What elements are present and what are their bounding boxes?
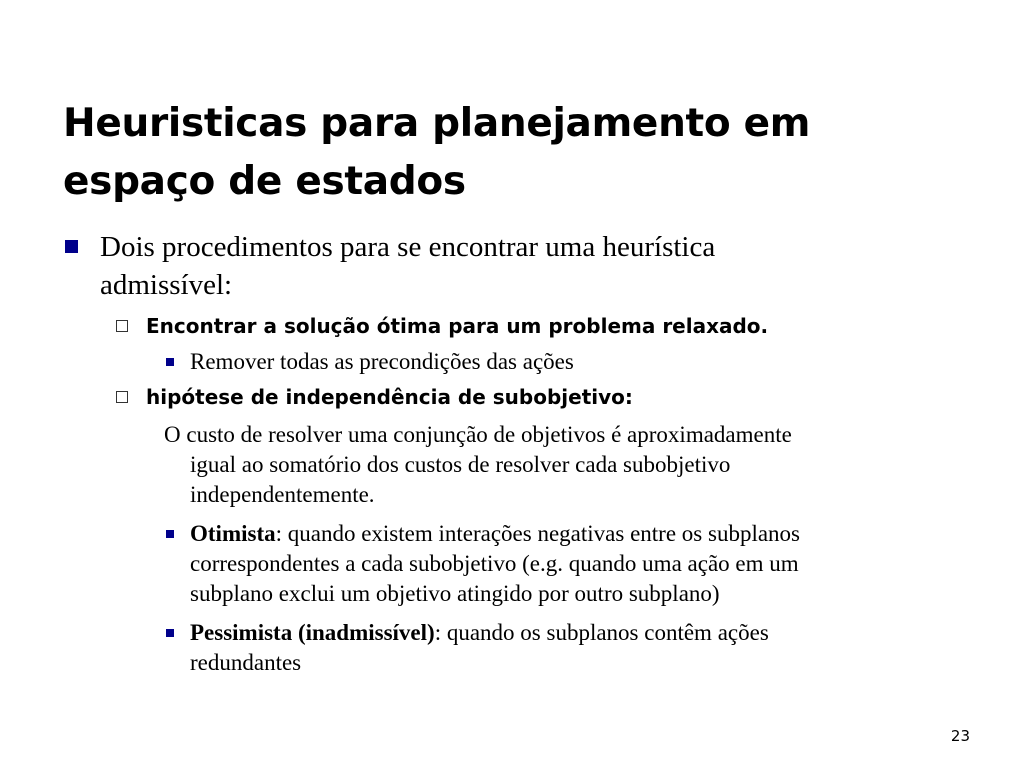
independence-explanation-line-3: independentemente. — [190, 482, 375, 507]
bullet-main-line-2: admissível: — [100, 269, 233, 301]
independence-explanation-line-2: igual ao somatório dos custos de resolver cada subobjetivo — [190, 452, 731, 477]
bullet-square-icon — [65, 240, 78, 253]
sub-bullet-relaxed-problem: Encontrar a solução ótima para um problema relaxado. — [146, 314, 769, 338]
otimista-line-1-rest: : quando existem interações negativas entre os subplanos — [275, 521, 800, 546]
pessimista-line-2: redundantes — [190, 650, 302, 675]
slide-title — [63, 95, 963, 211]
page-number: 23 — [950, 727, 970, 745]
sub-bullet-independence: hipótese de independência de subobjetivo: — [146, 385, 633, 409]
pessimista-line-1-rest: : quando os subplanos contêm ações — [434, 620, 769, 645]
slide-title-line-2: espaço de estados — [63, 159, 466, 204]
independence-explanation-line-1: O custo de resolver uma conjunção de objetivos é aproximadamente — [164, 422, 792, 447]
sub-item-remove-preconditions-text: Remover todas as precondições das ações — [190, 349, 574, 374]
otimista-line-2: correspondentes a cada subobjetivo (e.g. quando uma ação em um — [190, 551, 799, 576]
small-bullet-square-icon — [166, 629, 174, 637]
hollow-square-icon — [116, 391, 128, 403]
pessimista-line-1 — [190, 618, 769, 648]
sub-item-remove-preconditions — [190, 347, 574, 377]
bullet-main-text — [100, 228, 920, 304]
bullet-main-line-1: Dois procedimentos para se encontrar uma heurística — [100, 231, 716, 263]
hollow-square-icon — [116, 320, 128, 332]
small-bullet-square-icon — [166, 530, 174, 538]
otimista-item — [190, 519, 800, 609]
independence-explanation — [164, 420, 792, 510]
small-bullet-square-icon — [166, 358, 174, 366]
slide-title-line-1: Heuristicas para planejamento em — [63, 101, 811, 146]
pessimista-term: Pessimista (inadmissível) — [190, 620, 435, 645]
pessimista-item — [190, 618, 769, 678]
otimista-term: Otimista — [190, 521, 276, 546]
otimista-line-3: subplano exclui um objetivo atingido por outro subplano) — [190, 581, 720, 606]
otimista-line-1 — [190, 519, 800, 549]
